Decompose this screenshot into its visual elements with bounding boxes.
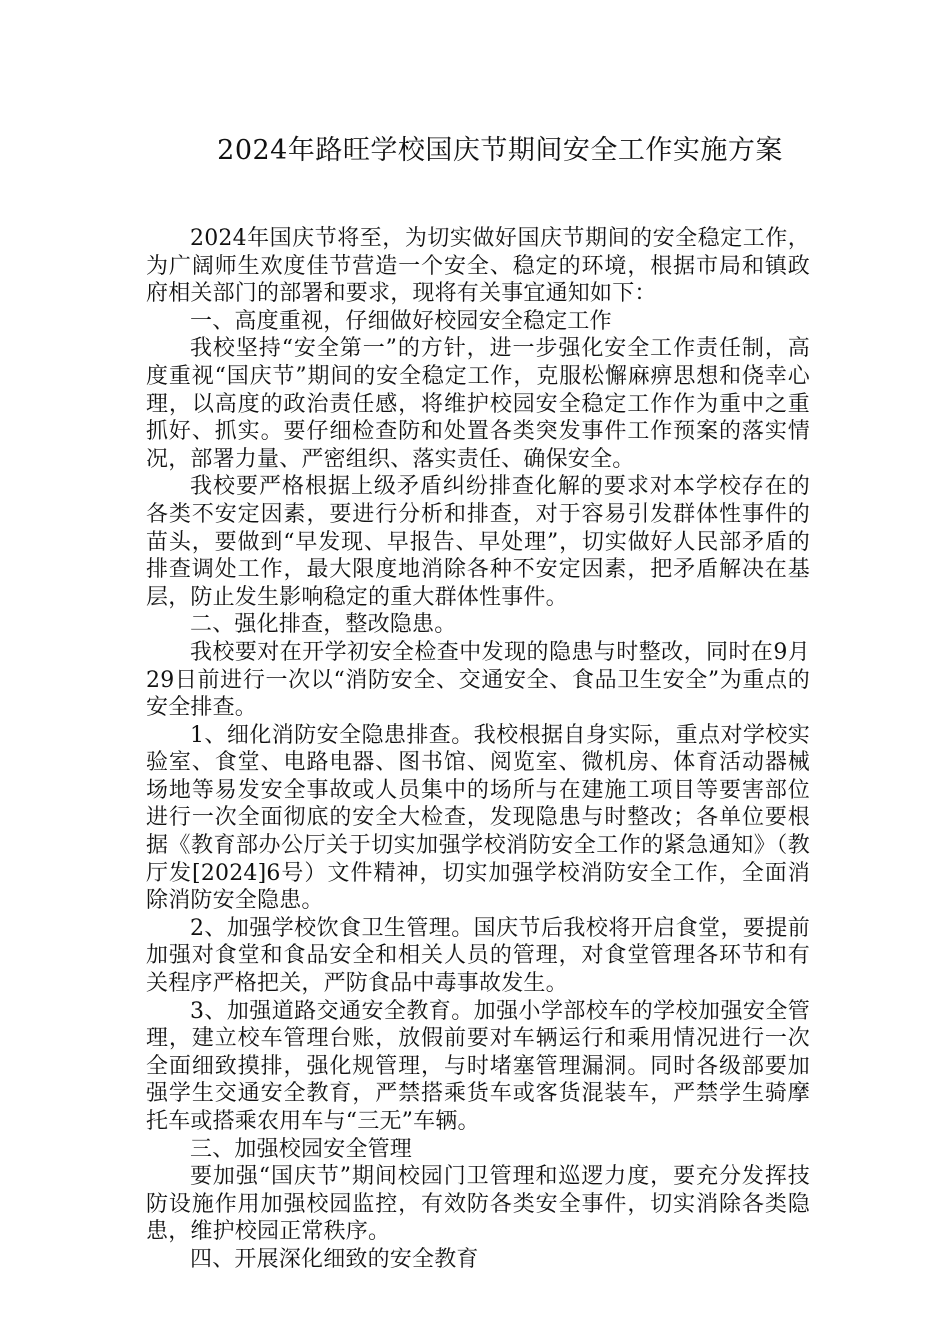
section-1-paragraph-2: 我校要严格根据上级矛盾纠纷排查化解的要求对本学校存在的各类不安定因素，要进行分析和排查，对于容易引发群体性事件的苗头，要做到“早发现、早报告、早处理”，切实做好人民部矛盾的排查调处工作，最大限度地消除各种不安定因素，把矛盾解决在基层，防止发生影响稳定的重大群体性事件。 — [146, 474, 810, 610]
document-body — [146, 225, 810, 1274]
section-2-item-3: 3、加强道路交通安全教育。加强小学部校车的学校加强安全管理，建立校车管理台账，放假前要对车辆运行和乘用情况进行一次全面细致摸排，强化规管理，与时堵塞管理漏洞。同时各级部要加强学生交通安全教育，严禁搭乘货车或客货混装车，严禁学生骑摩托车或搭乘农用车与“三无”车辆。 — [146, 998, 810, 1134]
intro-paragraph: 2024年国庆节将至，为切实做好国庆节期间的安全稳定工作，为广阔师生欢度佳节营造一个安全、稳定的环境，根据市局和镇政府相关部门的部署和要求，现将有关事宜通知如下： — [146, 226, 810, 307]
section-2-item-1: 1、细化消防安全隐患排查。我校根据自身实际，重点对学校实验室、食堂、电路电器、图书馆、阅览室、微机房、体育活动器械场地等易发安全事故或人员集中的场所与在建施工项目等要害部位进行一次全面彻底的安全大检查，发现隐患与时整改；各单位要根据《教育部办公厅关于切实加强学校消防安全工作的紧急通知》（教厅发[2024]6号）文件精神，切实加强学校消防安全工作，全面消除消防安全隐患。 — [146, 722, 810, 914]
section-3-paragraph-1: 要加强“国庆节”期间校园门卫管理和巡逻力度，要充分发挥技防设施作用加强校园监控，有效防各类安全事件，切实消除各类隐患，维护校园正常秩序。 — [146, 1164, 810, 1245]
section-2-item-2: 2、加强学校饮食卫生管理。国庆节后我校将开启食堂，要提前加强对食堂和食品安全和相关人员的管理，对食堂管理各环节和有关程序严格把关，严防食品中毒事故发生。 — [146, 915, 810, 997]
section-heading-1: 一、高度重视，仔细做好校园安全稳定工作 — [190, 308, 612, 334]
document-title: 2024年路旺学校国庆节期间安全工作实施方案 — [217, 135, 783, 166]
section-heading-2: 二、强化排查，整改隐患。 — [190, 612, 457, 638]
section-heading-3: 三、加强校园安全管理 — [190, 1136, 413, 1162]
section-heading-4: 四、开展深化细致的安全教育 — [190, 1246, 479, 1272]
section-2-paragraph-1: 我校要对在开学初安全检查中发现的隐患与时整改，同时在9月29日前进行一次以“消防安全、交通安全、食品卫生安全”为重点的安全排查。 — [146, 639, 810, 721]
section-1-paragraph-1: 我校坚持“安全第一”的方针，进一步强化安全工作责任制，高度重视“国庆节”期间的安全稳定工作，克服松懈麻痹思想和侥幸心理，以高度的政治责任感，将维护校园安全稳定工作作为重中之重抓好、抓实。要仔细检查防和处置各类突发事件工作预案的落实情况，部署力量、严密组织、落实责任、确保安全。 — [146, 336, 810, 472]
